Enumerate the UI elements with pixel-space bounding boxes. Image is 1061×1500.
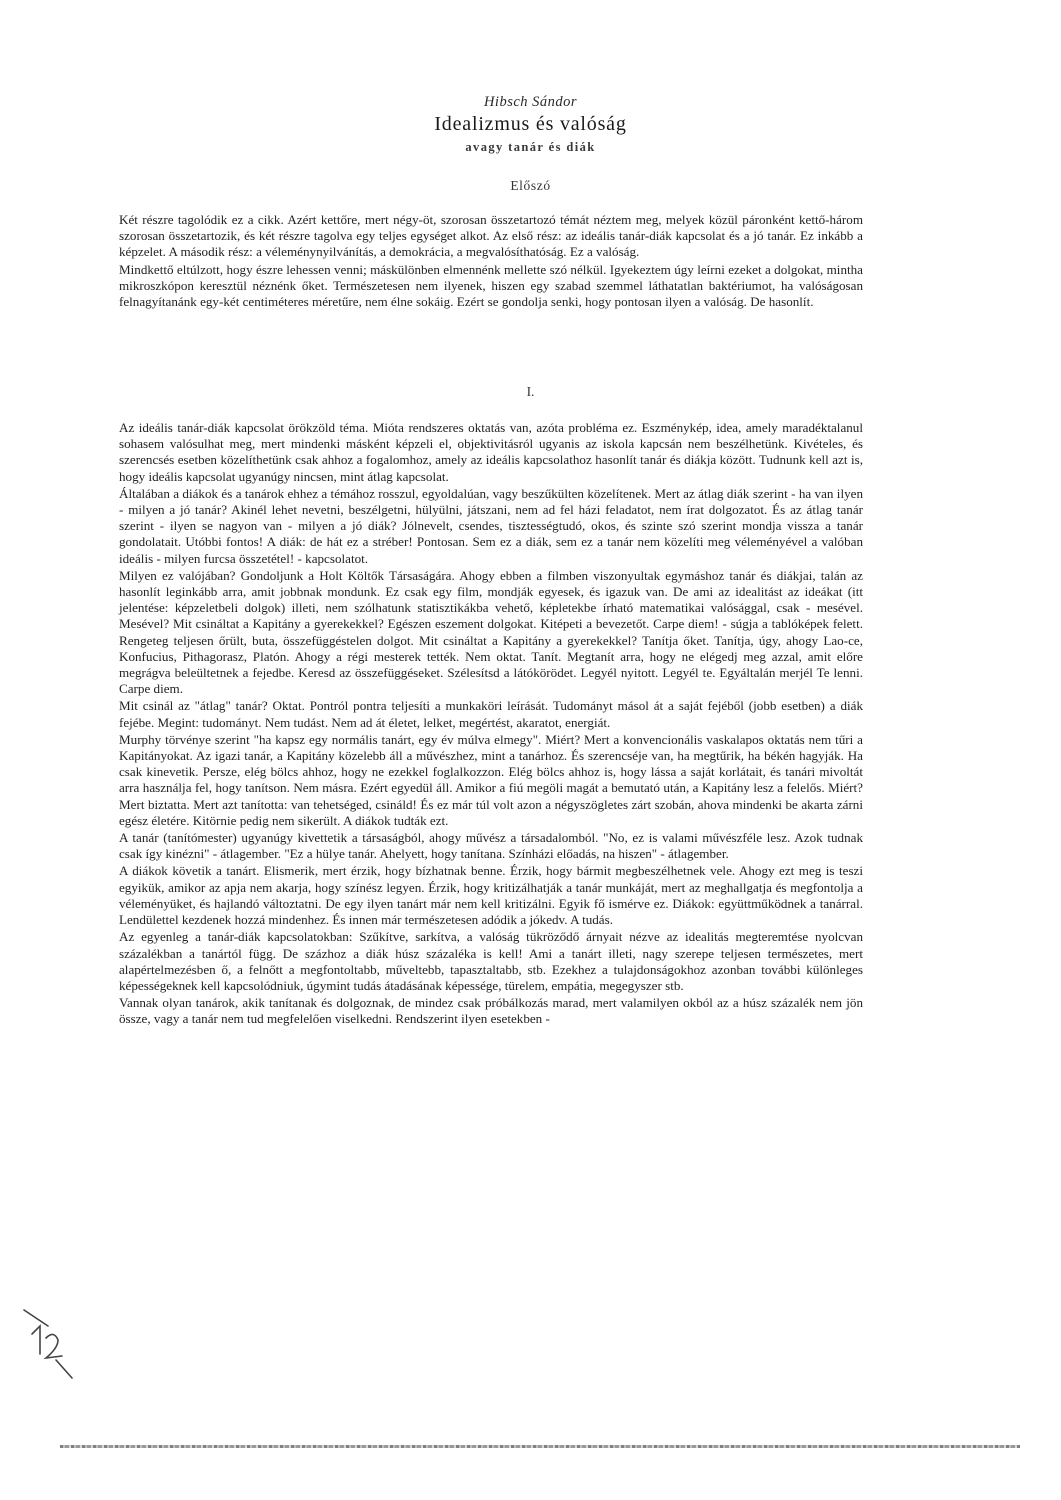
body-paragraph: Az ideális tanár-diák kapcsolat örökzöld téma. Mióta rendszeres oktatás van, azóta probléma ez. Eszménykép, idea, amely maradéktalanul sohasem valósulhat meg, mert mindenki másként képzeli el, objektivitásról ugyanis az iskola kapcsán nem beszélhetünk. Kivételes, és szerencsés esetben közelíthetünk csak ahhoz a fogalomhoz, amely az ideális kapcsolathoz hasonlít tanár és diákja között. Tudnunk kell azt is, hogy ideális kapcsolat ugyanúgy nincsen, mint átlag kapcsolat. — [119, 420, 863, 484]
handwritten-page-number — [18, 1304, 78, 1384]
scan-edge-line — [60, 1445, 1020, 1448]
article-subtitle: avagy tanár és diák — [465, 140, 596, 154]
foreword-heading: Előszó — [510, 178, 551, 193]
body-paragraph: A diákok követik a tanárt. Elismerik, mert érzik, hogy bízhatnak benne. Érzik, hogy bármit megbeszélhetnek vele. Ahogy ezt meg is teszi egyikük, amikor az apja nem akarja, hogy színész legyen. Érzik, hogy kritizálhatják a tanár munkáját, mert az meghallgatja és megfontolja a véleményüket, és hajlandó változtatni. De egy ilyen tanárt már nem kell kritizálni. Egyik fő ismérve ez. Diákok: együttműködnek a tanárral. Lendülettel kezdenek hozzá mindenhez. És innen már természetesen adódik a jókedv. A tudás. — [119, 863, 863, 928]
body-paragraph: Általában a diákok és a tanárok ehhez a témához rosszul, egyoldalúan, vagy beszűkülten közelítenek. Mert az átlag diák szerint - ha van ilyen - milyen a jó tanár? Akinél lehet nevetni, beszélgetni, hülyülni, játszani, nem ad fel házi feladatot, nem írat dolgozatot. És az átlag tanár szerint - ilyen se nagyon van - milyen a jó diák? Jólnevelt, csendes, tisztességtudó, okos, és szinte szó szerint mondja vissza a tanár gondolatait. Utóbbi fontos! A diák: de hát ez a stréber! Pontosan. Sem ez a diák, sem ez a tanár nem közelíti meg véleményével a valóban ideális - milyen furcsa összetétel! - kapcsolatot. — [119, 485, 863, 566]
article-title: Idealizmus és valóság — [434, 113, 627, 135]
author-name: Hibsch Sándor — [483, 94, 578, 110]
body-paragraph: Milyen ez valójában? Gondoljunk a Holt Költők Társaságára. Ahogy ebben a filmben viszonyultak egymáshoz tanár és diákjai, talán az hasonlít leginkább arra, amit jobbnak mondunk. Ez csak egy film, mondják egyesek, és igazuk van. De ami az idealitást az ideákat (itt jelentése: képzeletbeli dolgok) illeti, nem szólhatunk statisztikákba vehető, képletekbe írható matematikai valósággal, csak - mesével. Mesével? Mit csináltat a Kapitány a gyerekekkel? Egészen eszement dolgokat. Kitépeti a bevezetőt. Carpe diem! - súgja a tablóképek felett. Rengeteg teljesen őrült, buta, összefüggéstelen dolgot. Mit csináltat a Kapitány a gyerekekkel? Tanítja őket. Tanítja, úgy, ahogy Lao-ce, Konfucius, Pithagorasz, Platón. Ahogy a régi mesterek tették. Nem oktat. Tanít. Megtanít arra, hogy ne elégedj meg azzal, amit előre megrágva beleültetnek a fejedbe. Keresd az összefüggéseket. Szélesítsd a látókörödet. Legyél nyitott. Legyél te. Egyáltalán merjél Te lenni. Carpe diem. — [119, 567, 863, 697]
body-paragraph: Az egyenleg a tanár-diák kapcsolatokban: Szűkítve, sarkítva, a valóság tükröződő árnyait nézve az idealitás megteremtése nyolcvan százalékban a tanártól függ. De százhoz a diák húsz százaléka is kell! Ami a tanárt illeti, nagy szerepe teljesen természetes, mert alapértelmezésben ő, a felnőtt a megfontoltabb, műveltebb, tapasztaltabb, stb. Ezekhez a tulajdonságokhoz azonban további különleges képességeknek kell kapcsolódniuk, úgymint tudás átadásának képessége, türelem, empátia, megegyszer stb. — [119, 929, 863, 993]
section-heading: I. — [526, 384, 535, 399]
body-paragraph: A tanár (tanítómester) ugyanúgy kivettetik a társaságból, ahogy művész a társadalomból. "No, ez is valami művészféle lesz. Azok tudnak csak így kinézni" - átlagember. "Ez a hülye tanár. Ahelyett, hogy tanítana. Színházi előadás, na hiszen" - átlagember. — [119, 830, 863, 862]
body-paragraph: Vannak olyan tanárok, akik tanítanak és dolgoznak, de mindez csak próbálkozás marad, mert valamilyen okból az a húsz százalék nem jön össze, vagy a tanár nem tud megfelelően viselkedni. Rendszerint ilyen esetekben - — [119, 995, 863, 1027]
foreword-paragraph: Mindkettő eltúlzott, hogy észre lehessen venni; máskülönben elmennénk mellette szó nélkül. Igyekeztem úgy leírni ezeket a dolgokat, mintha mikroszkópon keresztül néznénk őket. Természetesen nem ilyenek, hiszen egy szabad szemmel láthatatlan baktériumot, ha valóságosan felnagyítanánk egy-két centiméteres méretűre, nem élne sokáig. Ezért se gondolja senki, hogy pontosan ilyen a valóság. De hasonlít. — [119, 261, 863, 310]
foreword-body — [119, 212, 863, 311]
body-paragraph: Murphy törvénye szerint "ha kapsz egy normális tanárt, egy év múlva elmegy". Miért? Mert a konvencionális vaskalapos oktatás nem tűri a Kapitányokat. Az igazi tanár, a Kapitány közelebb áll a művészhez, mint a tanárhoz. És szerencséje van, ha megtűrik, ha békén hagyják. Ha csak kinevetik. Persze, elég bölcs ahhoz, hogy ne ezekkel foglalkozzon. Elég bölcs ahhoz is, hogy lássa a saját korlátait, és tanári mivoltát arra használja fel, hogy tanítson. Nem másra. Ezért egyedül áll. Amikor a fiú megöli magát a bemutató után, a Kapitány lesz a felelős. Miért? Mert biztatta. Mert azt tanította: van tehetséged, csináld! És ez már túl volt azon a négyszögletes zárt szobán, ahova mindenki be akarta zárni egész életére. Kitörnie pedig nem sikerült. A diákok tudták ezt. — [119, 731, 863, 828]
foreword-paragraph: Két részre tagolódik ez a cikk. Azért kettőre, mert négy-öt, szorosan összetartozó témát néztem meg, melyek közül páronként kettő-három szorosan összetartozik, és két részre tagolva egy teljes egységet alkot. Az első rész: az ideális tanár-diák kapcsolat és a jó tanár. Ez inkább a képzelet. A második rész: a véleménynyilvánítás, a demokrácia, a megvalósíthatóság. Ez a valóság. — [119, 212, 863, 260]
main-body — [119, 420, 863, 1029]
body-paragraph: Mit csinál az "átlag" tanár? Oktat. Pontról pontra teljesíti a munkaköri leírását. Tudományt másol át a saját fejéből (jobb esetben) a diák fejébe. Megint: tudományt. Nem tudást. Nem ad át életet, lelket, megértést, akaratot, energiát. — [119, 698, 863, 730]
